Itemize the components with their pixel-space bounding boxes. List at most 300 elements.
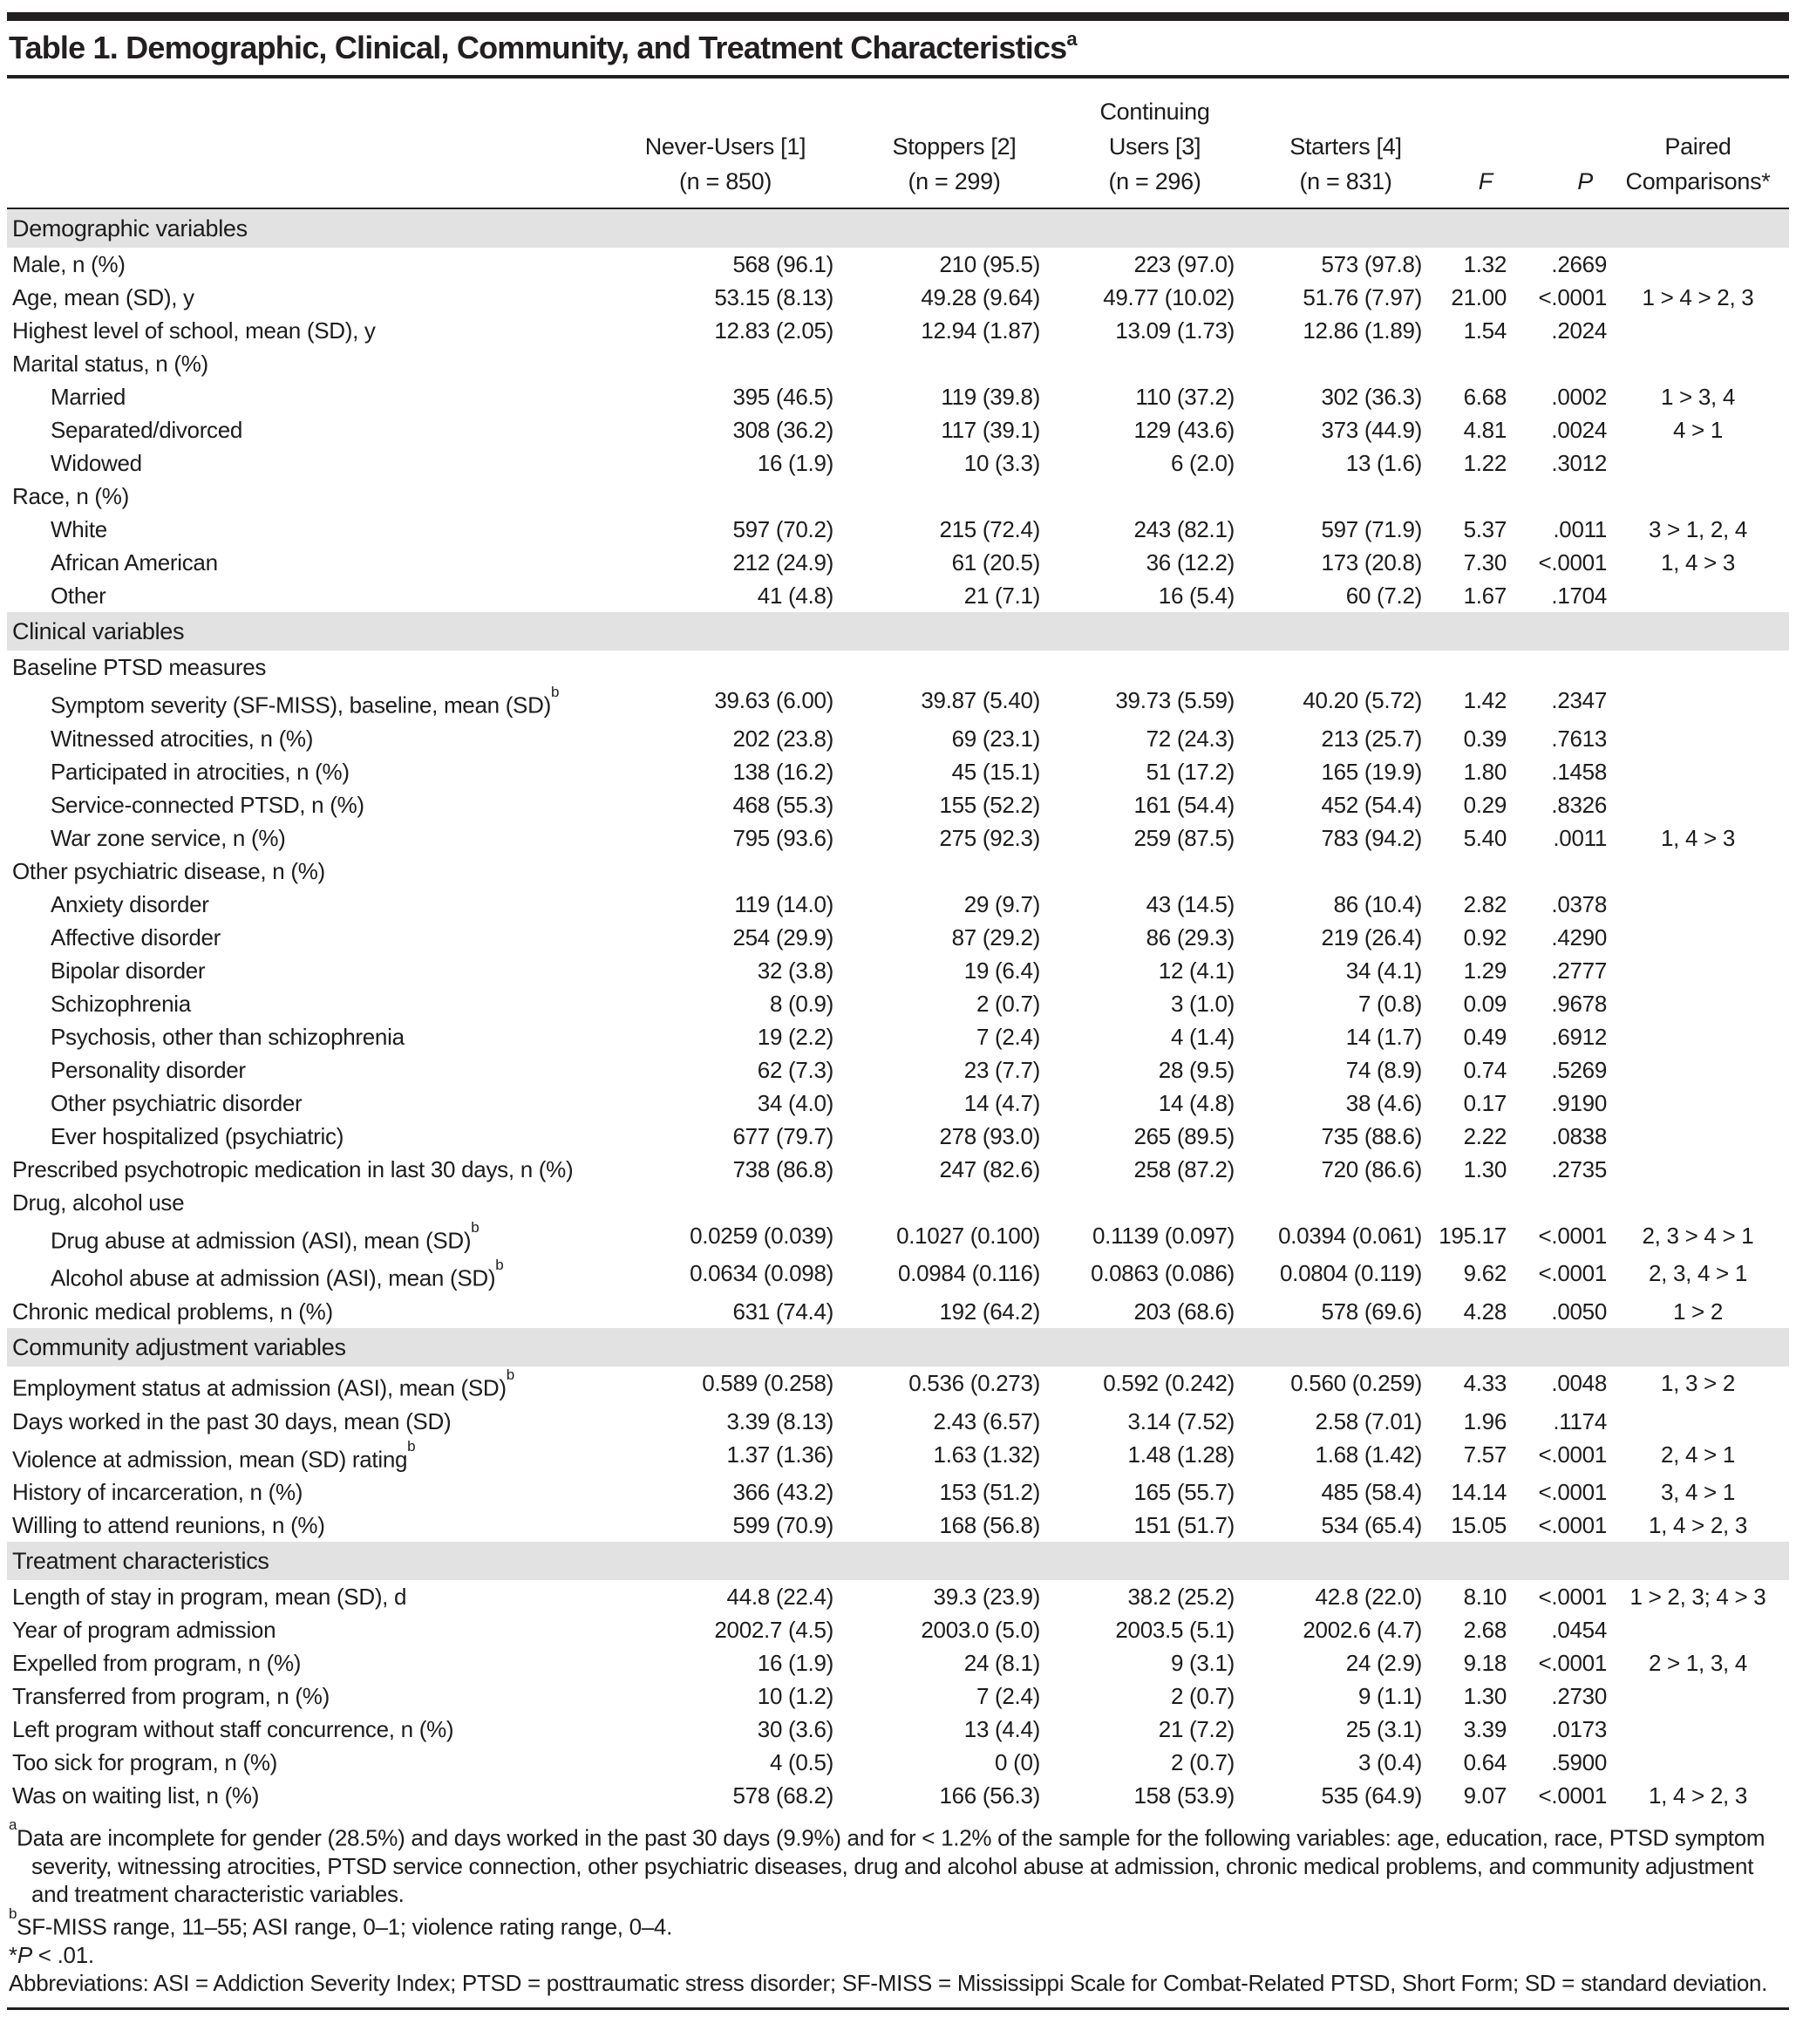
val-never-users: 597 (70.2) bbox=[732, 516, 833, 542]
val-paired-comparisons: 2, 4 > 1 bbox=[1660, 1441, 1736, 1468]
footnote-text: * bbox=[9, 1941, 17, 1968]
val-stoppers bbox=[833, 480, 1040, 513]
val-paired-comparisons: 1 > 4 > 2, 3 bbox=[1642, 284, 1754, 310]
table-row bbox=[7, 684, 1789, 722]
val-paired-comparisons: 1, 4 > 2, 3 bbox=[1648, 1782, 1748, 1809]
val-paired-comparisons: 1, 4 > 3 bbox=[1660, 549, 1736, 576]
val-never-users bbox=[582, 480, 833, 513]
row-label-text: Drug abuse at admission (ASI), mean (SD) bbox=[51, 1227, 472, 1254]
col-header-line: Comparisons* bbox=[1625, 168, 1771, 194]
row-label-text: Psychosis, other than schizophrenia bbox=[51, 1023, 405, 1050]
val-starters: 0.0394 (0.061) bbox=[1278, 1222, 1422, 1249]
table-row bbox=[7, 1020, 1789, 1053]
val-never-users: 12.83 (2.05) bbox=[714, 317, 833, 344]
val-p: <.0001 bbox=[1538, 1222, 1607, 1249]
table-row bbox=[7, 888, 1789, 921]
footnote-marker: a bbox=[9, 1816, 17, 1834]
val-starters: 3 (0.4) bbox=[1357, 1749, 1422, 1776]
val-stoppers: 69 (23.1) bbox=[951, 725, 1040, 752]
val-p: .0011 bbox=[1553, 516, 1607, 542]
val-continuing-users: 243 (82.1) bbox=[1133, 516, 1235, 542]
row-label-text: Too sick for program, n (%) bbox=[12, 1749, 277, 1776]
val-f: 6.68 bbox=[1463, 384, 1507, 410]
val-stoppers: 61 (20.5) bbox=[951, 549, 1040, 576]
val-continuing-users: 72 (24.3) bbox=[1146, 725, 1235, 752]
val-continuing-users: 0.0863 (0.086) bbox=[1091, 1260, 1235, 1287]
val-stoppers: 119 (39.8) bbox=[941, 384, 1040, 410]
col-header-line: Continuing bbox=[1099, 99, 1210, 125]
row-label bbox=[7, 1366, 582, 1405]
val-never-users: 631 (74.4) bbox=[732, 1298, 833, 1325]
val-starters: 213 (25.7) bbox=[1321, 725, 1422, 752]
col-header-paired-comparisons bbox=[1607, 78, 1789, 208]
table-row bbox=[7, 380, 1789, 413]
val-continuing-users: 161 (54.4) bbox=[1133, 791, 1235, 818]
val-p: .0173 bbox=[1551, 1716, 1607, 1743]
table-row bbox=[7, 788, 1789, 821]
val-f: 0.09 bbox=[1463, 990, 1507, 1017]
col-header-line: Paired bbox=[1664, 133, 1731, 160]
table-row bbox=[7, 314, 1789, 347]
row-label-text: Willing to attend reunions, n (%) bbox=[12, 1512, 325, 1539]
val-starters: 25 (3.1) bbox=[1345, 1716, 1422, 1743]
row-label-text: Male, n (%) bbox=[12, 251, 126, 277]
row-label-text: African American bbox=[51, 549, 218, 576]
col-header-line: (n = 296) bbox=[1108, 168, 1201, 194]
row-label bbox=[7, 722, 582, 755]
table-row bbox=[7, 1779, 1789, 1812]
val-starters: 14 (1.7) bbox=[1345, 1023, 1422, 1050]
val-never-users: 10 (1.2) bbox=[757, 1683, 833, 1710]
val-starters bbox=[1235, 651, 1422, 684]
val-f: 15.05 bbox=[1451, 1512, 1507, 1539]
row-label bbox=[7, 1405, 582, 1438]
val-stoppers: 215 (72.4) bbox=[939, 516, 1040, 542]
val-paired-comparisons: 2, 3, 4 > 1 bbox=[1648, 1260, 1748, 1287]
val-p: .8326 bbox=[1551, 791, 1607, 818]
table-row bbox=[7, 821, 1789, 855]
row-label bbox=[7, 1613, 582, 1646]
row-label-text: Anxiety disorder bbox=[51, 890, 209, 917]
val-stoppers: 49.28 (9.64) bbox=[921, 284, 1040, 310]
row-label bbox=[7, 579, 582, 612]
footnote-text: Data are incomplete for gender (28.5%) and days worked in the past 30 days (9.9%) and for < 1.2% of the sample for the following variables: age, education, race, PTSD symptom severity, witnessing atrocities, PTSD service connection, other psychiatric diseases, drug and alcohol abuse at admission, chronic medical problems, and community adjustment and treatment characteristic variables. bbox=[17, 1824, 1765, 1907]
footnote-marker: b bbox=[550, 684, 560, 700]
col-header-line: Users [3] bbox=[1108, 133, 1201, 160]
val-stoppers: 247 (82.6) bbox=[939, 1155, 1040, 1182]
row-label bbox=[7, 1438, 582, 1476]
val-paired-comparisons bbox=[1607, 1120, 1789, 1153]
val-never-users: 3.39 (8.13) bbox=[726, 1407, 833, 1434]
section-header: Demographic variables bbox=[7, 208, 1789, 248]
row-label bbox=[7, 281, 582, 314]
val-never-users: 16 (1.9) bbox=[757, 450, 833, 476]
val-starters: 7 (0.8) bbox=[1357, 990, 1422, 1017]
val-stoppers: 12.94 (1.87) bbox=[921, 317, 1040, 344]
val-continuing-users: 86 (29.3) bbox=[1146, 923, 1235, 950]
val-stoppers: 155 (52.2) bbox=[939, 791, 1040, 818]
val-never-users: 599 (70.9) bbox=[732, 1512, 833, 1539]
row-label bbox=[7, 546, 582, 579]
val-starters: 534 (65.4) bbox=[1321, 1512, 1422, 1539]
val-f: 9.62 bbox=[1463, 1260, 1507, 1287]
row-label-text: Other bbox=[51, 583, 106, 609]
val-continuing-users bbox=[1040, 347, 1235, 380]
col-header-line: (n = 831) bbox=[1299, 168, 1392, 194]
val-stoppers: 210 (95.5) bbox=[939, 251, 1040, 277]
val-stoppers: 2 (0.7) bbox=[976, 990, 1040, 1017]
table-row bbox=[7, 987, 1789, 1020]
val-continuing-users: 39.73 (5.59) bbox=[1115, 687, 1235, 713]
val-starters: 783 (94.2) bbox=[1321, 824, 1422, 851]
row-label-text: Employment status at admission (ASI), mean (SD) bbox=[12, 1374, 507, 1401]
val-never-users: 41 (4.8) bbox=[757, 583, 833, 609]
table-row bbox=[7, 480, 1789, 513]
table-row bbox=[7, 921, 1789, 954]
table-row bbox=[7, 1580, 1789, 1613]
val-p: <.0001 bbox=[1538, 1441, 1607, 1468]
val-continuing-users: 16 (5.4) bbox=[1158, 583, 1235, 609]
val-p: .7613 bbox=[1551, 725, 1607, 752]
val-p: <.0001 bbox=[1538, 549, 1607, 576]
val-never-users: 202 (23.8) bbox=[732, 725, 833, 752]
val-paired-comparisons bbox=[1607, 1153, 1789, 1186]
table-row bbox=[7, 1509, 1789, 1542]
val-continuing-users: 158 (53.9) bbox=[1133, 1782, 1235, 1809]
footnote-marker: b bbox=[495, 1257, 504, 1274]
row-label-text: History of incarceration, n (%) bbox=[12, 1479, 303, 1506]
val-never-users: 44.8 (22.4) bbox=[726, 1584, 833, 1611]
val-f bbox=[1422, 480, 1507, 513]
val-p bbox=[1507, 651, 1607, 684]
table-row bbox=[7, 347, 1789, 380]
val-stoppers: 39.87 (5.40) bbox=[921, 687, 1040, 713]
table-row bbox=[7, 651, 1789, 684]
val-paired-comparisons bbox=[1607, 651, 1789, 684]
footnote-text: Abbreviations: ASI = Addiction Severity Index; PTSD = posttraumatic stress disorder; SF-MISS = Mississippi Scale for Combat-Related PTSD, Short Form; SD = standard deviation. bbox=[9, 1969, 1768, 1996]
val-paired-comparisons bbox=[1607, 579, 1789, 612]
col-header-f bbox=[1422, 78, 1507, 208]
val-never-users bbox=[582, 651, 833, 684]
row-label bbox=[7, 1020, 582, 1053]
footnote-marker: b bbox=[471, 1218, 480, 1236]
val-starters: 578 (69.6) bbox=[1321, 1298, 1422, 1325]
table-row bbox=[7, 1438, 1789, 1476]
val-f: 0.64 bbox=[1463, 1749, 1507, 1776]
val-starters: 165 (19.9) bbox=[1321, 758, 1422, 785]
val-continuing-users: 4 (1.4) bbox=[1170, 1023, 1235, 1050]
val-stoppers: 192 (64.2) bbox=[939, 1298, 1040, 1325]
val-never-users: 30 (3.6) bbox=[757, 1716, 833, 1743]
val-starters: 720 (86.6) bbox=[1321, 1155, 1422, 1182]
val-p: .1174 bbox=[1553, 1407, 1607, 1434]
val-never-users: 568 (96.1) bbox=[732, 251, 833, 277]
row-label bbox=[7, 1120, 582, 1153]
val-stoppers: 0.536 (0.273) bbox=[908, 1369, 1040, 1396]
val-p: <.0001 bbox=[1538, 1650, 1607, 1677]
val-f: 1.96 bbox=[1463, 1407, 1507, 1434]
val-p bbox=[1507, 347, 1607, 380]
val-continuing-users: 14 (4.8) bbox=[1158, 1089, 1235, 1116]
row-label-text: Alcohol abuse at admission (ASI), mean (SD) bbox=[51, 1264, 496, 1291]
row-label-text: Chronic medical problems, n (%) bbox=[12, 1298, 333, 1325]
val-f: 1.42 bbox=[1463, 687, 1507, 713]
table-row bbox=[7, 1613, 1789, 1646]
val-stoppers: 275 (92.3) bbox=[939, 824, 1040, 851]
val-f: 3.39 bbox=[1463, 1716, 1507, 1743]
footnote-marker: b bbox=[506, 1366, 514, 1383]
val-continuing-users: 36 (12.2) bbox=[1146, 549, 1235, 576]
val-f: 5.40 bbox=[1463, 824, 1507, 851]
val-f bbox=[1422, 651, 1507, 684]
val-p: .1458 bbox=[1551, 758, 1607, 785]
val-starters: 0.0804 (0.119) bbox=[1280, 1260, 1422, 1287]
val-p: .0011 bbox=[1553, 824, 1607, 851]
val-f: 1.29 bbox=[1463, 957, 1507, 984]
val-stoppers: 168 (56.8) bbox=[939, 1512, 1040, 1539]
val-starters: 12.86 (1.89) bbox=[1303, 317, 1422, 344]
footnote bbox=[9, 1969, 1787, 1997]
row-label-text: Transferred from program, n (%) bbox=[12, 1683, 330, 1710]
val-paired-comparisons bbox=[1607, 1613, 1789, 1646]
val-f: 7.30 bbox=[1463, 549, 1507, 576]
val-stoppers bbox=[833, 347, 1040, 380]
row-label-text: Witnessed atrocities, n (%) bbox=[51, 725, 314, 752]
val-never-users: 39.63 (6.00) bbox=[714, 687, 833, 713]
val-paired-comparisons bbox=[1607, 1679, 1789, 1713]
val-never-users: 795 (93.6) bbox=[732, 824, 833, 851]
val-never-users: 308 (36.2) bbox=[732, 417, 833, 443]
val-f: 14.14 bbox=[1451, 1479, 1507, 1506]
val-f: 0.39 bbox=[1463, 725, 1507, 752]
table-row bbox=[7, 513, 1789, 546]
val-paired-comparisons bbox=[1607, 1020, 1789, 1053]
val-f bbox=[1422, 1186, 1507, 1219]
val-f: 2.22 bbox=[1463, 1122, 1507, 1149]
row-label-text: Highest level of school, mean (SD), y bbox=[12, 317, 376, 344]
val-starters bbox=[1235, 480, 1422, 513]
val-f: 1.67 bbox=[1463, 583, 1507, 609]
footnote bbox=[9, 1816, 1787, 1908]
val-paired-comparisons bbox=[1607, 788, 1789, 821]
val-continuing-users bbox=[1040, 651, 1235, 684]
val-stoppers: 19 (6.4) bbox=[963, 957, 1040, 984]
table-row bbox=[7, 1646, 1789, 1679]
val-paired-comparisons: 3, 4 > 1 bbox=[1660, 1479, 1736, 1506]
val-continuing-users: 9 (3.1) bbox=[1170, 1650, 1235, 1677]
footnote-text: P bbox=[17, 1941, 32, 1968]
row-label-column-header bbox=[7, 78, 582, 208]
val-f: 4.81 bbox=[1463, 417, 1507, 443]
section-header: Treatment characteristics bbox=[7, 1542, 1789, 1580]
row-label-text: Drug, alcohol use bbox=[12, 1189, 185, 1216]
val-paired-comparisons: 2 > 1, 3, 4 bbox=[1648, 1650, 1748, 1677]
val-starters: 51.76 (7.97) bbox=[1303, 284, 1422, 310]
col-header-line: Never-Users [1] bbox=[644, 133, 806, 160]
val-continuing-users: 49.77 (10.02) bbox=[1103, 284, 1235, 310]
val-never-users: 19 (2.2) bbox=[757, 1023, 833, 1050]
table-row bbox=[7, 1475, 1789, 1509]
row-label bbox=[7, 1053, 582, 1087]
val-f: 1.32 bbox=[1463, 251, 1507, 277]
val-never-users: 34 (4.0) bbox=[757, 1089, 833, 1116]
val-p: .0002 bbox=[1551, 384, 1607, 410]
val-continuing-users: 43 (14.5) bbox=[1146, 890, 1235, 917]
row-label bbox=[7, 1153, 582, 1186]
table-row bbox=[7, 855, 1789, 888]
row-label-text: Marital status, n (%) bbox=[12, 351, 208, 377]
col-header-p bbox=[1507, 78, 1607, 208]
val-continuing-users: 51 (17.2) bbox=[1146, 758, 1235, 785]
val-continuing-users: 13.09 (1.73) bbox=[1115, 317, 1235, 344]
val-continuing-users: 259 (87.5) bbox=[1133, 824, 1235, 851]
row-label-text: Days worked in the past 30 days, mean (SD) bbox=[12, 1407, 452, 1434]
val-continuing-users: 2003.5 (5.1) bbox=[1115, 1617, 1235, 1644]
val-paired-comparisons: 1 > 3, 4 bbox=[1660, 384, 1736, 410]
section-row bbox=[7, 1328, 1789, 1366]
val-starters: 1.68 (1.42) bbox=[1315, 1441, 1422, 1468]
val-continuing-users: 3.14 (7.52) bbox=[1127, 1407, 1235, 1434]
val-p: .9190 bbox=[1551, 1089, 1607, 1116]
val-stoppers: 166 (56.3) bbox=[939, 1782, 1040, 1809]
val-never-users: 138 (16.2) bbox=[732, 758, 833, 785]
val-f: 0.29 bbox=[1463, 791, 1507, 818]
row-label bbox=[7, 314, 582, 347]
val-never-users: 0.589 (0.258) bbox=[702, 1369, 833, 1396]
val-continuing-users: 6 (2.0) bbox=[1170, 450, 1235, 476]
row-label-text: Left program without staff concurrence, n (%) bbox=[12, 1716, 454, 1743]
val-paired-comparisons bbox=[1607, 1746, 1789, 1779]
val-never-users: 738 (86.8) bbox=[732, 1155, 833, 1182]
val-p: <.0001 bbox=[1538, 1512, 1607, 1539]
val-f: 9.18 bbox=[1463, 1650, 1507, 1677]
val-p bbox=[1507, 480, 1607, 513]
row-label bbox=[7, 413, 582, 446]
val-stoppers: 117 (39.1) bbox=[941, 417, 1040, 443]
val-paired-comparisons bbox=[1607, 480, 1789, 513]
val-starters: 452 (54.4) bbox=[1321, 791, 1422, 818]
val-stoppers: 87 (29.2) bbox=[951, 923, 1040, 950]
row-label bbox=[7, 513, 582, 546]
val-f: 4.28 bbox=[1463, 1298, 1507, 1325]
val-p: .5900 bbox=[1551, 1749, 1607, 1776]
row-label-text: Participated in atrocities, n (%) bbox=[51, 758, 350, 785]
val-p: .2347 bbox=[1551, 687, 1607, 713]
footnote bbox=[9, 1941, 1787, 1969]
val-p: .2735 bbox=[1551, 1155, 1607, 1182]
table-row bbox=[7, 546, 1789, 579]
row-label-text: Service-connected PTSD, n (%) bbox=[51, 791, 364, 818]
val-paired-comparisons bbox=[1607, 1405, 1789, 1438]
table-row bbox=[7, 755, 1789, 788]
val-f: 21.00 bbox=[1451, 284, 1507, 310]
val-paired-comparisons bbox=[1607, 987, 1789, 1020]
col-header-continuing-users bbox=[1040, 78, 1235, 208]
row-label-text: Bipolar disorder bbox=[51, 957, 206, 984]
val-never-users: 212 (24.9) bbox=[732, 549, 833, 576]
val-paired-comparisons bbox=[1607, 755, 1789, 788]
row-label-text: Personality disorder bbox=[51, 1056, 246, 1083]
val-paired-comparisons bbox=[1607, 446, 1789, 480]
row-label-text: Was on waiting list, n (%) bbox=[12, 1782, 260, 1809]
row-label bbox=[7, 954, 582, 987]
col-header-line: Stoppers [2] bbox=[892, 133, 1017, 160]
val-f: 2.68 bbox=[1463, 1617, 1507, 1644]
val-starters: 74 (8.9) bbox=[1345, 1056, 1422, 1083]
val-continuing-users bbox=[1040, 480, 1235, 513]
row-label bbox=[7, 821, 582, 855]
val-continuing-users: 2 (0.7) bbox=[1170, 1683, 1235, 1710]
table-row bbox=[7, 446, 1789, 480]
val-starters bbox=[1235, 855, 1422, 888]
val-never-users: 32 (3.8) bbox=[757, 957, 833, 984]
val-never-users bbox=[582, 347, 833, 380]
table-row bbox=[7, 1120, 1789, 1153]
row-label-text: White bbox=[51, 516, 107, 542]
row-label-text: Affective disorder bbox=[51, 923, 221, 950]
val-starters: 24 (2.9) bbox=[1345, 1650, 1422, 1677]
row-label bbox=[7, 755, 582, 788]
val-continuing-users: 3 (1.0) bbox=[1170, 990, 1235, 1017]
val-continuing-users: 12 (4.1) bbox=[1158, 957, 1235, 984]
row-label bbox=[7, 888, 582, 921]
val-stoppers: 153 (51.2) bbox=[939, 1479, 1040, 1506]
row-label-text: War zone service, n (%) bbox=[51, 824, 286, 851]
row-label bbox=[7, 684, 582, 722]
val-p: .4290 bbox=[1551, 923, 1607, 950]
val-stoppers: 7 (2.4) bbox=[976, 1023, 1040, 1050]
val-starters: 2.58 (7.01) bbox=[1315, 1407, 1422, 1434]
val-f: 2.82 bbox=[1463, 890, 1507, 917]
footnote-text: SF-MISS range, 11–55; ASI range, 0–1; violence rating range, 0–4. bbox=[17, 1913, 672, 1940]
col-header-line: F bbox=[1478, 168, 1493, 194]
row-label bbox=[7, 1713, 582, 1746]
val-p: .3012 bbox=[1551, 450, 1607, 476]
val-p: .2730 bbox=[1551, 1683, 1607, 1710]
val-never-users: 53.15 (8.13) bbox=[714, 284, 833, 310]
val-continuing-users: 0.592 (0.242) bbox=[1103, 1369, 1235, 1396]
val-never-users: 119 (14.0) bbox=[734, 890, 833, 917]
val-p: .5269 bbox=[1551, 1056, 1607, 1083]
val-never-users: 1.37 (1.36) bbox=[726, 1441, 833, 1468]
val-paired-comparisons bbox=[1607, 722, 1789, 755]
val-p bbox=[1507, 1186, 1607, 1219]
row-label bbox=[7, 921, 582, 954]
val-f: 1.30 bbox=[1463, 1683, 1507, 1710]
val-continuing-users: 1.48 (1.28) bbox=[1127, 1441, 1235, 1468]
table-row bbox=[7, 1366, 1789, 1405]
val-f: 7.57 bbox=[1463, 1441, 1507, 1468]
table-title bbox=[9, 30, 1789, 66]
val-never-users bbox=[582, 1186, 833, 1219]
footnote bbox=[9, 1904, 1787, 1941]
header-row bbox=[7, 78, 1789, 208]
val-f: 1.54 bbox=[1463, 317, 1507, 344]
val-starters: 485 (58.4) bbox=[1321, 1479, 1422, 1506]
val-never-users: 2002.7 (4.5) bbox=[714, 1617, 833, 1644]
row-label bbox=[7, 446, 582, 480]
val-stoppers: 13 (4.4) bbox=[963, 1716, 1040, 1743]
val-stoppers: 7 (2.4) bbox=[976, 1683, 1040, 1710]
val-stoppers: 0.1027 (0.100) bbox=[896, 1222, 1040, 1249]
val-p: .9678 bbox=[1551, 990, 1607, 1017]
val-paired-comparisons: 1 > 2, 3; 4 > 3 bbox=[1629, 1584, 1766, 1611]
footnote-marker: b bbox=[407, 1437, 416, 1455]
table-row bbox=[7, 1153, 1789, 1186]
table-row bbox=[7, 1053, 1789, 1087]
table-row bbox=[7, 248, 1789, 281]
row-label-text: Race, n (%) bbox=[12, 483, 129, 509]
